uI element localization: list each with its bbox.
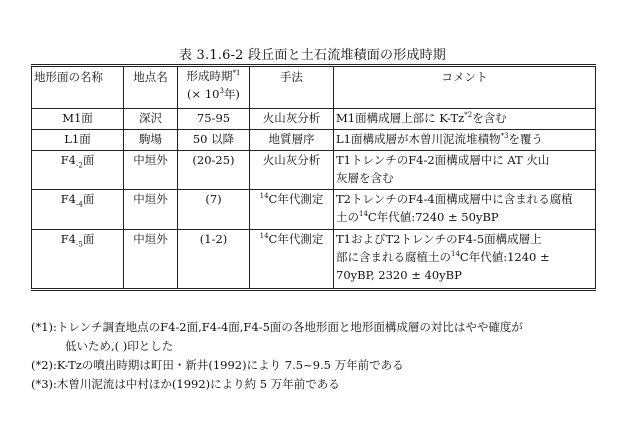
cell-comment-line [336,208,593,226]
header-name: 地形面の名称 [32,66,124,109]
cell-name [32,230,124,290]
cell-method: 火山灰分析 [250,109,334,130]
header-period-unit-suffix: 年) [223,87,240,101]
header-period-label: 形成時期 [186,69,233,83]
cell-comment-line: 70yBP, 2320 ± 40yBP [336,268,462,282]
footnotes [31,318,611,394]
table-row [32,130,596,151]
cell-place: 中垣外 [124,230,178,290]
cell-period: (7) [178,190,250,230]
cell-method-exp: 14 [259,192,269,201]
cell-comment-note: *2 [464,111,473,120]
cell-comment [334,130,596,151]
cell-comment-exp: 14 [359,210,368,219]
header-period [178,66,250,109]
cell-comment [334,109,596,130]
cell-comment-text: C年代値:1240 ± [459,250,550,264]
cell-name-tail: 面 [82,153,95,167]
cell-name-text: L1面 [64,132,91,146]
table-row [32,151,596,190]
cell-period: 50 以降 [178,130,250,151]
footnote-1-continued: 低いため,( )印とした [65,339,174,353]
cell-method [250,230,334,290]
cell-name-tail: 面 [82,192,95,206]
cell-method: 地質層序 [250,130,334,151]
cell-name-text: F4 [60,192,76,206]
cell-name-sub: -4 [75,200,83,209]
footnote-2: (*2):K-Tzの噴出時期は町田・新井(1992)により 7.5~9.5 万年前である [31,358,404,372]
cell-period: (1-2) [178,230,250,290]
formation-period-table [31,64,596,291]
cell-comment-text: L1面構成層が木曽川泥流堆積物 [336,132,501,146]
cell-name [32,109,124,130]
cell-name-text: M1面 [62,111,93,125]
cell-comment [334,190,596,230]
cell-comment-line: T1およびT2トレンチのF4-5面構成層上 [336,232,542,246]
cell-comment-note: *3 [500,132,509,141]
cell-place: 中垣外 [124,190,178,230]
cell-comment-line: T2トレンチのF4-4面構成層中に含まれる腐植 [336,192,573,206]
header-period-note: *1 [232,69,241,78]
cell-method [250,190,334,230]
cell-comment-line [336,248,593,266]
cell-method-text: C年代測定 [268,232,324,246]
cell-comment-text: 部に含まれる腐植土の [336,250,451,264]
cell-comment-text: 土の [336,210,359,224]
cell-comment-line: T1トレンチのF4-2面構成層中に AT 火山 [336,153,550,167]
header-place: 地点名 [124,66,178,109]
cell-name [32,151,124,190]
header-period-unit-prefix: (× 10 [187,87,220,101]
cell-name-sub: -5 [75,240,83,249]
cell-name-sub: -2 [75,161,83,170]
cell-place: 中垣外 [124,151,178,190]
table-header-row [32,66,596,109]
cell-comment-text: C年代値:7240 ± 50yBP [367,210,499,224]
cell-method-exp: 14 [259,232,269,241]
table-title: 表 3.1.6-2 段丘面と土石流堆積面の形成時期 [178,48,446,63]
table-row [32,109,596,130]
cell-place: 深沢 [124,109,178,130]
cell-name-text: F4 [60,232,76,246]
footnote-3: (*3):木曽川泥流は中村ほか(1992)により約 5 万年前である [31,377,340,391]
table-row [32,230,596,290]
cell-comment [334,151,596,190]
cell-comment-line: 灰層を含む [336,171,394,185]
cell-comment-text: M1面構成層上部に K-Tz [336,111,465,125]
cell-name [32,190,124,230]
cell-name-text: F4 [60,153,76,167]
cell-comment-tail: を覆う [508,132,543,146]
cell-period: 75-95 [178,109,250,130]
cell-period: (20-25) [178,151,250,190]
header-period-unit [180,85,247,103]
cell-comment-tail: を含む [472,111,507,125]
header-comment: コメント [334,66,596,109]
cell-name [32,130,124,151]
cell-comment-exp: 14 [451,250,460,259]
table-row [32,190,596,230]
cell-name-tail: 面 [82,232,95,246]
header-period-unit-exp: 3 [219,87,224,96]
cell-method-text: C年代測定 [268,192,324,206]
header-method: 手法 [250,66,334,109]
cell-comment [334,230,596,290]
footnote-1: (*1):トレンチ調査地点のF4-2面,F4-4面,F4-5面の各地形面と地形面構成層の対比はやや確度が [31,320,523,334]
cell-method: 火山灰分析 [250,151,334,190]
cell-place: 駒場 [124,130,178,151]
